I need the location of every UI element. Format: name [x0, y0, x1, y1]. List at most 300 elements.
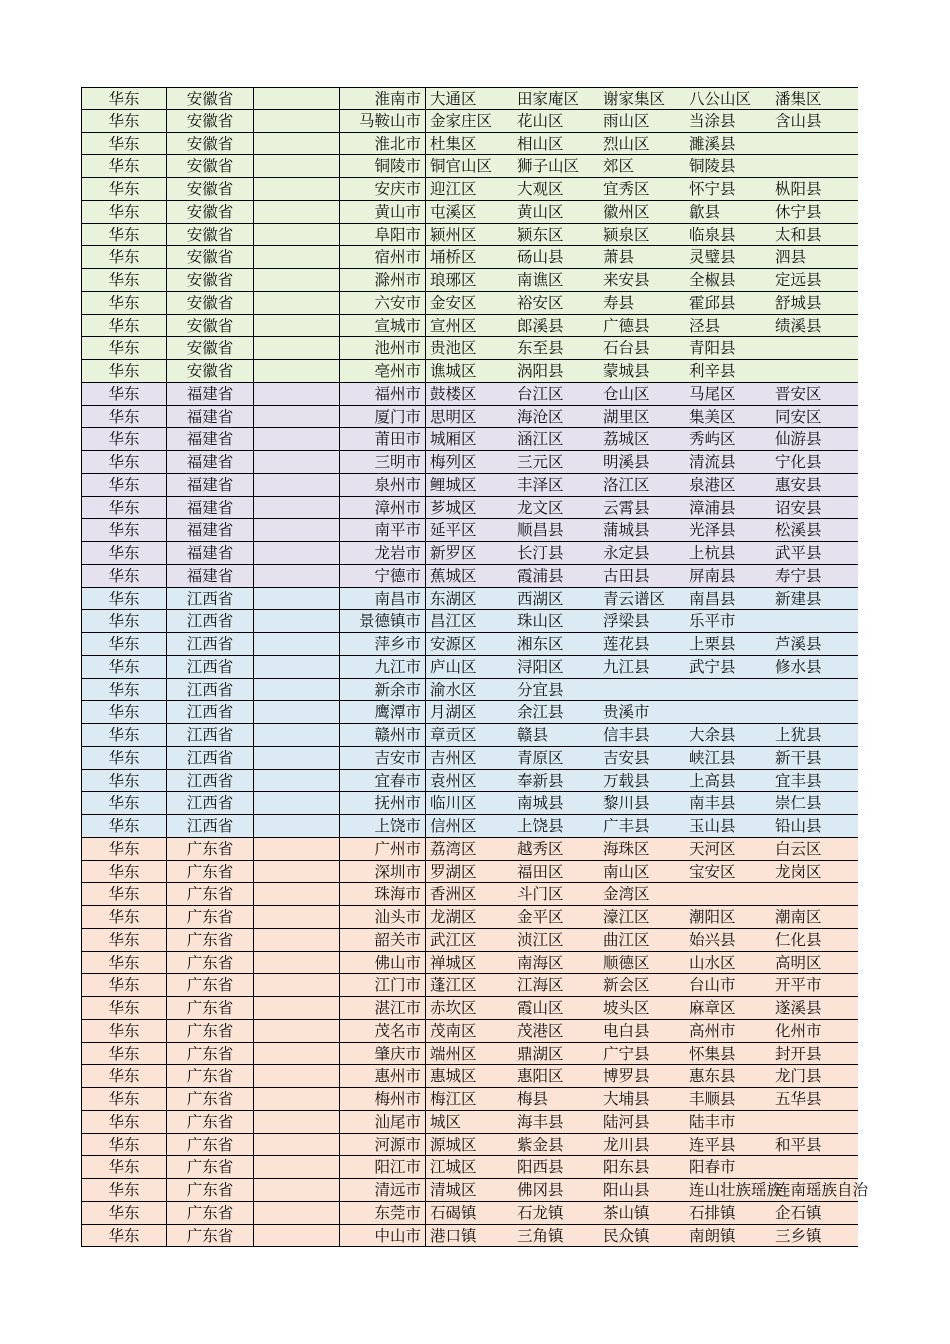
district-cell[interactable]: 南海区 [517, 953, 564, 972]
province-cell[interactable]: 广东省 [167, 1065, 254, 1087]
district-cell[interactable]: 大余县 [689, 726, 736, 744]
district-cell[interactable]: 杜集区 [430, 134, 477, 153]
district-cell[interactable]: 海珠区 [603, 839, 650, 858]
blank-cell[interactable] [254, 792, 340, 814]
district-cell[interactable]: 袁州区 [430, 771, 477, 790]
region-cell[interactable]: 华东 [81, 610, 167, 632]
district-cell[interactable]: 狮子山区 [517, 157, 580, 176]
province-cell[interactable]: 安徽省 [167, 315, 254, 337]
region-cell[interactable]: 华东 [81, 906, 167, 928]
district-cell[interactable]: 芦溪县 [775, 635, 822, 653]
district-cell[interactable]: 大观区 [517, 180, 564, 198]
region-cell[interactable]: 华东 [81, 110, 167, 132]
district-cell[interactable]: 全椒县 [689, 271, 736, 289]
district-cell[interactable]: 清城区 [430, 1181, 477, 1199]
region-cell[interactable]: 华东 [81, 474, 167, 496]
province-cell[interactable]: 广东省 [167, 1043, 254, 1065]
district-cell[interactable]: 连南瑶族自治 [775, 1181, 869, 1199]
region-cell[interactable]: 华东 [81, 1020, 167, 1042]
city-cell[interactable]: 铜陵市 [340, 155, 426, 177]
city-cell[interactable]: 吉安市 [340, 747, 426, 769]
district-cell[interactable]: 城区 [430, 1112, 462, 1131]
region-cell[interactable]: 华东 [81, 497, 167, 519]
region-cell[interactable]: 华东 [81, 974, 167, 996]
district-cell[interactable]: 濠江区 [603, 908, 650, 926]
district-cell[interactable]: 寿县 [603, 293, 635, 312]
district-cell[interactable]: 芗城区 [430, 498, 477, 517]
city-cell[interactable]: 阜阳市 [340, 224, 426, 246]
city-cell[interactable]: 赣州市 [340, 724, 426, 746]
blank-cell[interactable] [254, 269, 340, 291]
region-cell[interactable]: 华东 [81, 360, 167, 382]
district-cell[interactable]: 马尾区 [689, 384, 736, 403]
blank-cell[interactable] [254, 997, 340, 1019]
blank-cell[interactable] [254, 815, 340, 837]
city-cell[interactable]: 肇庆市 [340, 1043, 426, 1065]
district-cell[interactable]: 梅列区 [430, 453, 477, 471]
city-cell[interactable]: 东莞市 [340, 1202, 426, 1224]
region-cell[interactable]: 华东 [81, 929, 167, 951]
district-cell[interactable]: 上饶县 [517, 817, 564, 835]
district-cell[interactable]: 黄山区 [517, 202, 564, 221]
province-cell[interactable]: 福建省 [167, 519, 254, 541]
district-cell[interactable]: 蓬江区 [430, 976, 477, 995]
district-cell[interactable]: 徽州区 [603, 202, 650, 221]
district-cell[interactable]: 青原区 [517, 748, 564, 767]
province-cell[interactable]: 广东省 [167, 1020, 254, 1042]
district-cell[interactable]: 赣县 [517, 726, 549, 744]
blank-cell[interactable] [254, 1020, 340, 1042]
region-cell[interactable]: 华东 [81, 724, 167, 746]
blank-cell[interactable] [254, 883, 340, 905]
district-cell[interactable]: 斗门区 [517, 885, 564, 904]
city-cell[interactable]: 抚州市 [340, 792, 426, 814]
province-cell[interactable]: 广东省 [167, 1225, 254, 1247]
district-cell[interactable]: 漳浦县 [689, 498, 736, 517]
city-cell[interactable]: 宜春市 [340, 770, 426, 792]
region-cell[interactable]: 华东 [81, 997, 167, 1019]
city-cell[interactable]: 宿州市 [340, 246, 426, 268]
district-cell[interactable]: 黎川县 [603, 794, 650, 813]
district-cell[interactable]: 东至县 [517, 339, 564, 358]
province-cell[interactable]: 广东省 [167, 1179, 254, 1201]
district-cell[interactable]: 惠东县 [689, 1067, 736, 1086]
region-cell[interactable]: 华东 [81, 1111, 167, 1133]
blank-cell[interactable] [254, 1156, 340, 1178]
district-cell[interactable]: 洛江区 [603, 475, 650, 494]
blank-cell[interactable] [254, 656, 340, 678]
blank-cell[interactable] [254, 770, 340, 792]
region-cell[interactable]: 华东 [81, 201, 167, 223]
district-cell[interactable]: 广德县 [603, 316, 650, 335]
city-cell[interactable]: 萍乡市 [340, 633, 426, 655]
district-cell[interactable]: 含山县 [775, 111, 822, 130]
district-cell[interactable]: 泉港区 [689, 475, 736, 494]
city-cell[interactable]: 福州市 [340, 383, 426, 405]
district-cell[interactable]: 花山区 [517, 111, 564, 130]
province-cell[interactable]: 安徽省 [167, 178, 254, 200]
district-cell[interactable]: 新建县 [775, 589, 822, 608]
district-cell[interactable]: 企石镇 [775, 1203, 822, 1222]
city-cell[interactable]: 清远市 [340, 1179, 426, 1201]
district-cell[interactable]: 云霄县 [603, 498, 650, 517]
district-cell[interactable]: 天河区 [689, 839, 736, 858]
blank-cell[interactable] [254, 838, 340, 860]
district-cell[interactable]: 南山区 [603, 862, 650, 881]
blank-cell[interactable] [254, 1065, 340, 1087]
district-cell[interactable]: 章贡区 [430, 726, 477, 744]
district-cell[interactable]: 屏南县 [689, 566, 736, 585]
district-cell[interactable]: 怀集县 [689, 1044, 736, 1063]
district-cell[interactable]: 裕安区 [517, 293, 564, 312]
province-cell[interactable]: 安徽省 [167, 88, 254, 109]
province-cell[interactable]: 安徽省 [167, 269, 254, 291]
district-cell[interactable]: 曲江区 [603, 930, 650, 949]
region-cell[interactable]: 华东 [81, 88, 167, 109]
city-cell[interactable]: 三明市 [340, 451, 426, 473]
blank-cell[interactable] [254, 906, 340, 928]
district-cell[interactable]: 萧县 [603, 248, 635, 267]
blank-cell[interactable] [254, 451, 340, 473]
district-cell[interactable]: 石碣镇 [430, 1203, 477, 1222]
district-cell[interactable]: 青阳县 [689, 339, 736, 358]
blank-cell[interactable] [254, 474, 340, 496]
district-cell[interactable]: 宣州区 [430, 316, 477, 335]
district-cell[interactable]: 舒城县 [775, 293, 822, 312]
region-cell[interactable]: 华东 [81, 838, 167, 860]
district-cell[interactable]: 涵江区 [517, 430, 564, 449]
city-cell[interactable]: 宁德市 [340, 565, 426, 587]
city-cell[interactable]: 泉州市 [340, 474, 426, 496]
blank-cell[interactable] [254, 542, 340, 564]
region-cell[interactable]: 华东 [81, 246, 167, 268]
province-cell[interactable]: 江西省 [167, 679, 254, 701]
district-cell[interactable]: 浮梁县 [603, 612, 650, 631]
region-cell[interactable]: 华东 [81, 542, 167, 564]
district-cell[interactable]: 三元区 [517, 453, 564, 471]
district-cell[interactable]: 莲花县 [603, 635, 650, 653]
region-cell[interactable]: 华东 [81, 406, 167, 428]
district-cell[interactable]: 海沧区 [517, 407, 564, 426]
district-cell[interactable]: 龙湖区 [430, 908, 477, 926]
province-cell[interactable]: 广东省 [167, 883, 254, 905]
district-cell[interactable]: 秀屿区 [689, 430, 736, 449]
district-cell[interactable]: 来安县 [603, 271, 650, 289]
district-cell[interactable]: 石排镇 [689, 1203, 736, 1222]
district-cell[interactable]: 颍州区 [430, 225, 477, 244]
district-cell[interactable]: 海丰县 [517, 1112, 564, 1131]
district-cell[interactable]: 清流县 [689, 453, 736, 471]
city-cell[interactable]: 中山市 [340, 1225, 426, 1247]
district-cell[interactable]: 南城县 [517, 794, 564, 813]
blank-cell[interactable] [254, 315, 340, 337]
district-cell[interactable]: 当涂县 [689, 111, 736, 130]
city-cell[interactable]: 阳江市 [340, 1156, 426, 1178]
province-cell[interactable]: 广东省 [167, 997, 254, 1019]
district-cell[interactable]: 万载县 [603, 771, 650, 790]
district-cell[interactable]: 梅县 [517, 1090, 549, 1108]
city-cell[interactable]: 茂名市 [340, 1020, 426, 1042]
blank-cell[interactable] [254, 679, 340, 701]
province-cell[interactable]: 江西省 [167, 610, 254, 632]
city-cell[interactable]: 深圳市 [340, 861, 426, 883]
region-cell[interactable]: 华东 [81, 315, 167, 337]
district-cell[interactable]: 集美区 [689, 407, 736, 426]
district-cell[interactable]: 金湾区 [603, 885, 650, 904]
province-cell[interactable]: 江西省 [167, 633, 254, 655]
blank-cell[interactable] [254, 428, 340, 450]
district-cell[interactable]: 新干县 [775, 748, 822, 767]
district-cell[interactable]: 分宜县 [517, 680, 564, 699]
district-cell[interactable]: 铅山县 [775, 817, 822, 835]
district-cell[interactable]: 蕉城区 [430, 566, 477, 585]
district-cell[interactable]: 宁化县 [775, 453, 822, 471]
region-cell[interactable]: 华东 [81, 952, 167, 974]
district-cell[interactable]: 龙川县 [603, 1135, 650, 1154]
blank-cell[interactable] [254, 497, 340, 519]
region-cell[interactable]: 华东 [81, 861, 167, 883]
city-cell[interactable]: 池州市 [340, 337, 426, 359]
blank-cell[interactable] [254, 1134, 340, 1156]
district-cell[interactable]: 西湖区 [517, 589, 564, 608]
district-cell[interactable]: 信丰县 [603, 726, 650, 744]
district-cell[interactable]: 贵溪市 [603, 703, 650, 722]
city-cell[interactable]: 佛山市 [340, 952, 426, 974]
district-cell[interactable]: 荔城区 [603, 430, 650, 449]
city-cell[interactable]: 汕尾市 [340, 1111, 426, 1133]
city-cell[interactable]: 亳州市 [340, 360, 426, 382]
province-cell[interactable]: 安徽省 [167, 337, 254, 359]
region-cell[interactable]: 华东 [81, 633, 167, 655]
blank-cell[interactable] [254, 565, 340, 587]
district-cell[interactable]: 遂溪县 [775, 999, 822, 1017]
district-cell[interactable]: 琅琊区 [430, 271, 477, 289]
district-cell[interactable]: 晋安区 [775, 384, 822, 403]
district-cell[interactable]: 惠安县 [775, 475, 822, 494]
district-cell[interactable]: 台山市 [689, 976, 736, 995]
district-cell[interactable]: 鼎湖区 [517, 1044, 564, 1063]
district-cell[interactable]: 涡阳县 [517, 362, 564, 380]
district-cell[interactable]: 铜陵县 [689, 157, 736, 176]
district-cell[interactable]: 越秀区 [517, 839, 564, 858]
district-cell[interactable]: 利辛县 [689, 362, 736, 380]
district-cell[interactable]: 延平区 [430, 521, 477, 540]
blank-cell[interactable] [254, 1043, 340, 1065]
region-cell[interactable]: 华东 [81, 679, 167, 701]
blank-cell[interactable] [254, 292, 340, 314]
province-cell[interactable]: 广东省 [167, 1202, 254, 1224]
province-cell[interactable]: 福建省 [167, 383, 254, 405]
district-cell[interactable]: 白云区 [775, 839, 822, 858]
district-cell[interactable]: 龙文区 [517, 498, 564, 517]
district-cell[interactable]: 鼓楼区 [430, 384, 477, 403]
province-cell[interactable]: 福建省 [167, 406, 254, 428]
district-cell[interactable]: 宝安区 [689, 862, 736, 881]
district-cell[interactable]: 武宁县 [689, 657, 736, 676]
city-cell[interactable]: 广州市 [340, 838, 426, 860]
district-cell[interactable]: 武平县 [775, 544, 822, 562]
region-cell[interactable]: 华东 [81, 815, 167, 837]
city-cell[interactable]: 宣城市 [340, 315, 426, 337]
district-cell[interactable]: 贵池区 [430, 339, 477, 358]
province-cell[interactable]: 安徽省 [167, 246, 254, 268]
region-cell[interactable]: 华东 [81, 178, 167, 200]
district-cell[interactable]: 霞浦县 [517, 566, 564, 585]
district-cell[interactable]: 麻章区 [689, 999, 736, 1017]
district-cell[interactable]: 相山区 [517, 134, 564, 153]
district-cell[interactable]: 石龙镇 [517, 1203, 564, 1222]
region-cell[interactable]: 华东 [81, 155, 167, 177]
district-cell[interactable]: 灵璧县 [689, 248, 736, 267]
region-cell[interactable]: 华东 [81, 747, 167, 769]
province-cell[interactable]: 安徽省 [167, 155, 254, 177]
district-cell[interactable]: 霍邱县 [689, 293, 736, 312]
city-cell[interactable]: 莆田市 [340, 428, 426, 450]
district-cell[interactable]: 禅城区 [430, 953, 477, 972]
district-cell[interactable]: 东湖区 [430, 589, 477, 608]
city-cell[interactable]: 马鞍山市 [340, 110, 426, 132]
province-cell[interactable]: 广东省 [167, 974, 254, 996]
blank-cell[interactable] [254, 360, 340, 382]
district-cell[interactable]: 惠城区 [430, 1067, 477, 1086]
district-cell[interactable]: 三角镇 [517, 1226, 564, 1245]
district-cell[interactable]: 高明区 [775, 953, 822, 972]
district-cell[interactable]: 古田县 [603, 566, 650, 585]
province-cell[interactable]: 福建省 [167, 565, 254, 587]
province-cell[interactable]: 安徽省 [167, 133, 254, 155]
province-cell[interactable]: 安徽省 [167, 224, 254, 246]
blank-cell[interactable] [254, 406, 340, 428]
province-cell[interactable]: 江西省 [167, 792, 254, 814]
region-cell[interactable]: 华东 [81, 383, 167, 405]
district-cell[interactable]: 茂港区 [517, 1021, 564, 1040]
province-cell[interactable]: 安徽省 [167, 360, 254, 382]
district-cell[interactable]: 五华县 [775, 1090, 822, 1108]
district-cell[interactable]: 大埔县 [603, 1090, 650, 1108]
district-cell[interactable]: 玉山县 [689, 817, 736, 835]
district-cell[interactable]: 诏安县 [775, 498, 822, 517]
district-cell[interactable]: 广丰县 [603, 817, 650, 835]
blank-cell[interactable] [254, 1202, 340, 1224]
city-cell[interactable]: 江门市 [340, 974, 426, 996]
district-cell[interactable]: 坡头区 [603, 999, 650, 1017]
region-cell[interactable]: 华东 [81, 1134, 167, 1156]
province-cell[interactable]: 广东省 [167, 929, 254, 951]
district-cell[interactable]: 惠阳区 [517, 1067, 564, 1086]
district-cell[interactable]: 上犹县 [775, 726, 822, 744]
district-cell[interactable]: 八公山区 [689, 90, 752, 108]
district-cell[interactable]: 金安区 [430, 293, 477, 312]
city-cell[interactable]: 龙岩市 [340, 542, 426, 564]
district-cell[interactable]: 南谯区 [517, 271, 564, 289]
blank-cell[interactable] [254, 178, 340, 200]
province-cell[interactable]: 福建省 [167, 428, 254, 450]
district-cell[interactable]: 罗湖区 [430, 862, 477, 881]
district-cell[interactable]: 奉新县 [517, 771, 564, 790]
district-cell[interactable]: 怀宁县 [689, 180, 736, 198]
district-cell[interactable]: 吉州区 [430, 748, 477, 767]
region-cell[interactable]: 华东 [81, 656, 167, 678]
district-cell[interactable]: 城厢区 [430, 430, 477, 449]
district-cell[interactable]: 南丰县 [689, 794, 736, 813]
district-cell[interactable]: 定远县 [775, 271, 822, 289]
blank-cell[interactable] [254, 633, 340, 655]
district-cell[interactable]: 寿宁县 [775, 566, 822, 585]
province-cell[interactable]: 安徽省 [167, 292, 254, 314]
blank-cell[interactable] [254, 519, 340, 541]
blank-cell[interactable] [254, 1225, 340, 1247]
province-cell[interactable]: 安徽省 [167, 110, 254, 132]
district-cell[interactable]: 赤坎区 [430, 999, 477, 1017]
district-cell[interactable]: 台江区 [517, 384, 564, 403]
district-cell[interactable]: 江海区 [517, 976, 564, 995]
region-cell[interactable]: 华东 [81, 792, 167, 814]
region-cell[interactable]: 华东 [81, 701, 167, 723]
district-cell[interactable]: 源城区 [430, 1135, 477, 1154]
district-cell[interactable]: 信州区 [430, 817, 477, 835]
province-cell[interactable]: 江西省 [167, 724, 254, 746]
district-cell[interactable]: 埇桥区 [430, 248, 477, 267]
district-cell[interactable]: 临川区 [430, 794, 477, 813]
district-cell[interactable]: 长汀县 [517, 544, 564, 562]
city-cell[interactable]: 惠州市 [340, 1065, 426, 1087]
district-cell[interactable]: 霞山区 [517, 999, 564, 1017]
blank-cell[interactable] [254, 588, 340, 610]
province-cell[interactable]: 广东省 [167, 906, 254, 928]
province-cell[interactable]: 福建省 [167, 474, 254, 496]
city-cell[interactable]: 景德镇市 [340, 610, 426, 632]
district-cell[interactable]: 梅江区 [430, 1090, 477, 1108]
region-cell[interactable]: 华东 [81, 883, 167, 905]
district-cell[interactable]: 烈山区 [603, 134, 650, 153]
district-cell[interactable]: 郎溪县 [517, 316, 564, 335]
region-cell[interactable]: 华东 [81, 1202, 167, 1224]
region-cell[interactable]: 华东 [81, 1043, 167, 1065]
district-cell[interactable]: 顺昌县 [517, 521, 564, 540]
region-cell[interactable]: 华东 [81, 451, 167, 473]
district-cell[interactable]: 仙游县 [775, 430, 822, 449]
district-cell[interactable]: 月湖区 [430, 703, 477, 722]
district-cell[interactable]: 陆河县 [603, 1112, 650, 1131]
district-cell[interactable]: 连平县 [689, 1135, 736, 1154]
district-cell[interactable]: 开平市 [775, 976, 822, 995]
district-cell[interactable]: 余江县 [517, 703, 564, 722]
district-cell[interactable]: 谯城区 [430, 362, 477, 380]
district-cell[interactable]: 湘东区 [517, 635, 564, 653]
district-cell[interactable]: 颍泉区 [603, 225, 650, 244]
region-cell[interactable]: 华东 [81, 588, 167, 610]
district-cell[interactable]: 始兴县 [689, 930, 736, 949]
city-cell[interactable]: 梅州市 [340, 1088, 426, 1110]
city-cell[interactable]: 淮南市 [340, 88, 426, 109]
district-cell[interactable]: 江城区 [430, 1158, 477, 1177]
province-cell[interactable]: 江西省 [167, 656, 254, 678]
district-cell[interactable]: 高州市 [689, 1021, 736, 1040]
district-cell[interactable]: 佛冈县 [517, 1181, 564, 1199]
district-cell[interactable]: 珠山区 [517, 612, 564, 631]
city-cell[interactable]: 南昌市 [340, 588, 426, 610]
blank-cell[interactable] [254, 201, 340, 223]
district-cell[interactable]: 修水县 [775, 657, 822, 676]
province-cell[interactable]: 江西省 [167, 815, 254, 837]
city-cell[interactable]: 厦门市 [340, 406, 426, 428]
blank-cell[interactable] [254, 724, 340, 746]
city-cell[interactable]: 淮北市 [340, 133, 426, 155]
blank-cell[interactable] [254, 337, 340, 359]
city-cell[interactable]: 湛江市 [340, 997, 426, 1019]
district-cell[interactable]: 金家庄区 [430, 111, 493, 130]
district-cell[interactable]: 迎江区 [430, 180, 477, 198]
